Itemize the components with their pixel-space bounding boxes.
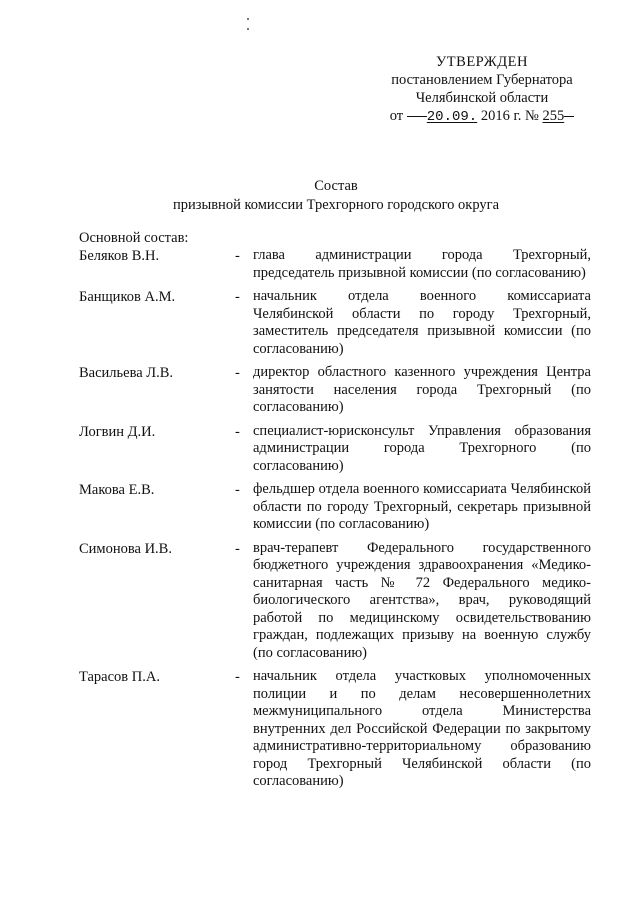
member-name: Симонова И.В. — [79, 540, 172, 557]
document-heading — [0, 177, 640, 215]
heading-line-1: Состав — [314, 178, 358, 194]
member-row — [79, 423, 591, 476]
member-name: Тарасов П.А. — [79, 669, 160, 685]
heading-line-2: призывной комиссии Трехгорного городского округа — [172, 197, 500, 213]
date-year: 2016 г. № — [480, 108, 539, 124]
member-dash: - — [235, 482, 240, 498]
section-label: Основной состав: — [79, 230, 189, 246]
member-role: начальник отдела военного комиссариата Челябинской области по городу Трехгорный, заместитель председателя призывной комиссии (по согласованию) — [253, 288, 591, 357]
member-role: глава администрации города Трехгорный, председатель призывной комиссии (по согласованию) — [253, 247, 591, 281]
member-name: Логвин Д.И. — [79, 423, 156, 440]
member-role: директор областного казенного учреждения Центра занятости населения города Трехгорный (по согласованию) — [253, 364, 591, 415]
member-dash: - — [235, 248, 240, 264]
member-dash: - — [235, 669, 240, 685]
member-dash: - — [235, 423, 240, 440]
member-dash: - — [235, 540, 240, 557]
approval-block — [372, 53, 592, 126]
approval-date-line — [372, 107, 592, 126]
member-role: врач-терапевт Федерального государственного бюджетного учреждения здравоохранения «Медико-санитарная часть № 72 Федерального медико-биологического агентства», врач, руководящий работой по медицинскому освидетельствованию граждан, подлежащих призыву на военную службу (по согласованию) — [253, 539, 591, 661]
member-row — [79, 668, 591, 791]
member-name: Макова Е.В. — [79, 482, 155, 498]
member-name: Банщиков А.М. — [79, 289, 176, 305]
member-dash: - — [235, 289, 240, 305]
member-name: Беляков В.Н. — [79, 248, 160, 264]
member-role: специалист-юрисконсульт Управления образования администрации города Трехгорного (по согласованию) — [253, 422, 591, 474]
approval-title: УТВЕРЖДЕН — [436, 54, 528, 70]
member-name: Васильева Л.В. — [79, 365, 174, 381]
member-row — [79, 481, 591, 534]
scan-speck — [247, 18, 249, 20]
member-role: фельдшер отдела военного комиссариата Челябинской области по городу Трехгорный, секретарь призывной комиссии (по согласованию) — [253, 481, 591, 532]
date-prefix: от — [389, 108, 404, 124]
members-list — [79, 247, 591, 797]
member-row — [79, 247, 591, 282]
date-value: 20.09. — [426, 109, 478, 125]
member-row — [79, 540, 591, 663]
member-row — [79, 364, 591, 417]
number-underline-blank — [564, 116, 574, 117]
document-number: 255 — [542, 108, 565, 124]
approval-line-1: постановлением Губернатора — [391, 72, 573, 88]
member-dash: - — [235, 365, 240, 381]
date-underline-blank — [407, 116, 427, 117]
member-row — [79, 288, 591, 358]
scan-speck — [247, 28, 249, 30]
member-role: начальник отдела участковых уполномоченных полиции и по делам несовершеннолетних межмуниципального отдела Министерства внутренних дел Российской Федерации по закрытому административно-территориальному образованию город Трехгорный Челябинской области (по согласованию) — [253, 668, 591, 789]
approval-line-2: Челябинской области — [415, 90, 549, 106]
